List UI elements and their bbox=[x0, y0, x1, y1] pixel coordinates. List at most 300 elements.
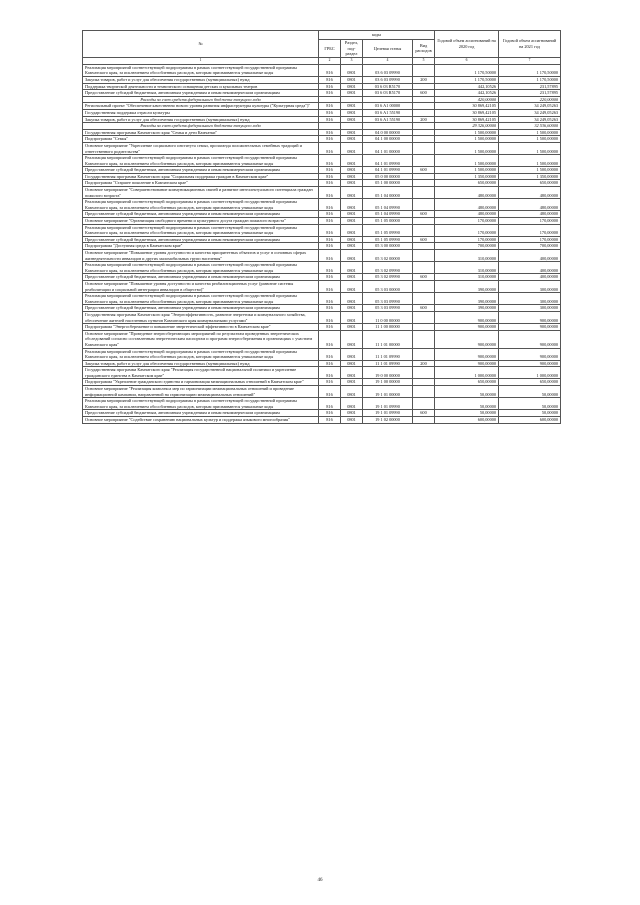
row-razdel: 0801 bbox=[341, 367, 363, 379]
row-target-article: 19 1 01 09990 bbox=[363, 398, 413, 410]
row-target-article: 11 1 01 09990 bbox=[363, 360, 413, 367]
row-grbs: 816 bbox=[319, 250, 341, 262]
row-target-article: 04 1 00 00000 bbox=[363, 136, 413, 143]
row-name: Подпрограмма "Доступная среда в Камчатском крае" bbox=[83, 243, 319, 250]
row-amount-2021: 900,00000 bbox=[499, 360, 561, 367]
row-grbs: 816 bbox=[319, 90, 341, 97]
row-razdel: 0801 bbox=[341, 187, 363, 199]
row-amount-2020: 170,00000 bbox=[435, 236, 499, 243]
row-amount-2021: 650,00000 bbox=[499, 180, 561, 187]
row-target-article: 19 1 00 00000 bbox=[363, 379, 413, 386]
table-row bbox=[83, 155, 561, 167]
row-grbs: 816 bbox=[319, 398, 341, 410]
row-grbs: 816 bbox=[319, 155, 341, 167]
row-grbs: 816 bbox=[319, 224, 341, 236]
row-amount-2020: 442,10526 bbox=[435, 83, 499, 90]
header-expense-type: Вид расходов bbox=[413, 40, 435, 58]
table-row bbox=[83, 96, 561, 103]
row-grbs: 816 bbox=[319, 109, 341, 116]
row-name: Основное мероприятие "Реализация комплекса мер по гармонизации межнациональных отношений и проведение информационной кампании, направленной на гармонизацию межнациональных отношений" bbox=[83, 386, 319, 398]
row-razdel: 0801 bbox=[341, 311, 363, 323]
row-amount-2020: 1 170,50000 bbox=[435, 76, 499, 83]
table-row bbox=[83, 103, 561, 110]
row-amount-2021: 400,00000 bbox=[499, 274, 561, 281]
row-expense-type: 600 bbox=[413, 274, 435, 281]
row-target-article: 05 1 05 00000 bbox=[363, 218, 413, 225]
row-razdel: 0801 bbox=[341, 116, 363, 123]
row-razdel: 0801 bbox=[341, 410, 363, 417]
row-expense-type bbox=[413, 187, 435, 199]
row-target-article: 11 1 00 00000 bbox=[363, 324, 413, 331]
row-name: Государственная программа Камчатского края "Энергоэффективность, развитие энергетики и коммунального хозяйства, обеспечение жителей населенных пунктов Камчатского края коммунальными услугами" bbox=[83, 311, 319, 323]
row-grbs: 816 bbox=[319, 293, 341, 305]
row-target-article: 03 6 A1 55190 bbox=[363, 116, 413, 123]
row-amount-2021: 300,00000 bbox=[499, 280, 561, 292]
row-grbs: 816 bbox=[319, 348, 341, 360]
row-amount-2020: 900,00000 bbox=[435, 348, 499, 360]
row-grbs bbox=[319, 96, 341, 103]
row-name: Реализация мероприятий соответствующей подпрограммы в рамках соответствующей государственной программы Камчатского края, за исключением обособленных расходов, которым присваиваются уникальные коды bbox=[83, 199, 319, 211]
row-expense-type bbox=[413, 367, 435, 379]
row-expense-type bbox=[413, 280, 435, 292]
row-expense-type bbox=[413, 293, 435, 305]
row-name: Подпрограмма "Энергосбережение и повышение энергетической эффективности в Камчатском крае" bbox=[83, 324, 319, 331]
row-name: Реализация мероприятий соответствующей подпрограммы в рамках соответствующей государственной программы Камчатского края, за исключением обособленных расходов, которым присваиваются уникальные коды bbox=[83, 224, 319, 236]
row-amount-2020: 30 869,42105 bbox=[435, 103, 499, 110]
row-razdel: 0801 bbox=[341, 173, 363, 180]
header-codes: коды bbox=[319, 31, 435, 40]
row-razdel: 0801 bbox=[341, 324, 363, 331]
header-target-article: Целевая статья bbox=[363, 40, 413, 58]
row-amount-2020: 310,00000 bbox=[435, 262, 499, 274]
row-amount-2020: 1 500,00000 bbox=[435, 136, 499, 143]
row-amount-2020: 1 000,00000 bbox=[435, 367, 499, 379]
row-expense-type bbox=[413, 250, 435, 262]
row-target-article: 05 0 00 00000 bbox=[363, 173, 413, 180]
row-expense-type bbox=[413, 83, 435, 90]
row-amount-2021: 1 170,50000 bbox=[499, 76, 561, 83]
row-name: Основное мероприятие "Укрепление социального института семьи, пропаганда положительных семейных традиций и ответственного родительства" bbox=[83, 142, 319, 154]
row-amount-2020: 310,00000 bbox=[435, 274, 499, 281]
table-row bbox=[83, 417, 561, 424]
row-razdel: 0801 bbox=[341, 398, 363, 410]
row-target-article bbox=[363, 123, 413, 130]
table-row bbox=[83, 83, 561, 90]
page-number: 46 bbox=[317, 878, 323, 883]
row-expense-type: 600 bbox=[413, 90, 435, 97]
row-expense-type: 600 bbox=[413, 236, 435, 243]
table-row bbox=[83, 280, 561, 292]
row-name: Подпрограмма "Семья" bbox=[83, 136, 319, 143]
row-name: Основное мероприятие "Повышение уровня доступности и качества приоритетных объектов и услуг в основных сферах жизнедеятельности инвалидов и других маломобильных групп населения" bbox=[83, 250, 319, 262]
header-grbs: ГРБС bbox=[319, 40, 341, 58]
row-expense-type bbox=[413, 224, 435, 236]
row-expense-type bbox=[413, 417, 435, 424]
row-amount-2020: 900,00000 bbox=[435, 311, 499, 323]
table-row bbox=[83, 410, 561, 417]
row-name: Основное мероприятие "Проведение энергосберегающих мероприятий по результатам проведенных энергетических обследований согласно составленным энергетическим паспортам и программ энергосбережения в организациях с участием Камчатского края" bbox=[83, 330, 319, 348]
row-expense-type: 600 bbox=[413, 211, 435, 218]
row-grbs: 816 bbox=[319, 173, 341, 180]
row-target-article: 05 3 00 00000 bbox=[363, 243, 413, 250]
row-expense-type bbox=[413, 330, 435, 348]
row-amount-2021: 1 350,00000 bbox=[499, 173, 561, 180]
row-target-article: 03 6 03 R5170 bbox=[363, 90, 413, 97]
row-razdel: 0801 bbox=[341, 243, 363, 250]
row-grbs: 816 bbox=[319, 199, 341, 211]
row-amount-2021: 300,00000 bbox=[499, 305, 561, 312]
row-amount-2021: 1 500,00000 bbox=[499, 155, 561, 167]
row-amount-2020: 1 500,00000 bbox=[435, 142, 499, 154]
row-target-article: 03 6 A1 00000 bbox=[363, 103, 413, 110]
row-expense-type bbox=[413, 386, 435, 398]
row-amount-2021: 1 500,00000 bbox=[499, 136, 561, 143]
row-expense-type bbox=[413, 180, 435, 187]
row-amount-2021: 700,00000 bbox=[499, 243, 561, 250]
row-razdel: 0801 bbox=[341, 129, 363, 136]
row-amount-2021: 1 500,00000 bbox=[499, 167, 561, 174]
table-row bbox=[83, 386, 561, 398]
row-amount-2020: 390,00000 bbox=[435, 280, 499, 292]
row-name: Закупка товаров, работ и услуг для обеспечения государственных (муниципальных) нужд bbox=[83, 360, 319, 367]
row-grbs: 816 bbox=[319, 76, 341, 83]
table-row bbox=[83, 379, 561, 386]
row-razdel: 0801 bbox=[341, 83, 363, 90]
row-amount-2020: 600,00000 bbox=[435, 417, 499, 424]
row-name: Расходы за счет средств федерального бюджета текущего года bbox=[83, 123, 319, 130]
table-row bbox=[83, 109, 561, 116]
row-expense-type bbox=[413, 96, 435, 103]
row-name: Предоставление субсидий бюджетным, автономным учреждениям и иным некоммерческим организациям bbox=[83, 167, 319, 174]
row-grbs: 816 bbox=[319, 64, 341, 76]
row-expense-type bbox=[413, 243, 435, 250]
row-grbs: 816 bbox=[319, 262, 341, 274]
row-name: Закупка товаров, работ и услуг для обеспечения государственных (муниципальных) нужд bbox=[83, 116, 319, 123]
row-grbs: 816 bbox=[319, 211, 341, 218]
row-grbs: 816 bbox=[319, 305, 341, 312]
row-name: Реализация мероприятий соответствующей подпрограммы в рамках соответствующей государственной программы Камчатского края, за исключением обособленных расходов, которым присваиваются уникальные коды bbox=[83, 293, 319, 305]
table-row bbox=[83, 224, 561, 236]
row-name: Предоставление субсидий бюджетным, автономным учреждениям и иным некоммерческим организациям bbox=[83, 236, 319, 243]
row-expense-type bbox=[413, 218, 435, 225]
row-name: Реализация мероприятий соответствующей подпрограммы в рамках соответствующей государственной программы Камчатского края, за исключением обособленных расходов, которым присваиваются уникальные коды bbox=[83, 64, 319, 76]
row-expense-type bbox=[413, 64, 435, 76]
table-row bbox=[83, 167, 561, 174]
row-amount-2021: 231,57895 bbox=[499, 90, 561, 97]
row-razdel: 0801 bbox=[341, 199, 363, 211]
row-amount-2020: 390,00000 bbox=[435, 305, 499, 312]
row-amount-2020: 480,00000 bbox=[435, 211, 499, 218]
row-amount-2020: 1 500,00000 bbox=[435, 155, 499, 167]
row-target-article: 19 1 01 09990 bbox=[363, 410, 413, 417]
table-row bbox=[83, 116, 561, 123]
table-row bbox=[83, 123, 561, 130]
row-amount-2020: 50,00000 bbox=[435, 398, 499, 410]
header-num: № bbox=[83, 31, 319, 58]
row-amount-2020: 900,00000 bbox=[435, 360, 499, 367]
row-amount-2020: 310,00000 bbox=[435, 250, 499, 262]
header-index-7: 7 bbox=[499, 57, 561, 64]
row-target-article: 11 0 00 00000 bbox=[363, 311, 413, 323]
row-expense-type: 600 bbox=[413, 305, 435, 312]
row-razdel bbox=[341, 123, 363, 130]
row-name: Региональный проект "Обеспечение качественно нового уровня развития инфраструктуры культуры ("Культурная среда")" bbox=[83, 103, 319, 110]
table-row bbox=[83, 180, 561, 187]
header-index-2: 2 bbox=[319, 57, 341, 64]
row-grbs: 816 bbox=[319, 417, 341, 424]
table-row bbox=[83, 360, 561, 367]
row-name: Предоставление субсидий бюджетным, автономным учреждениям и иным некоммерческим организациям bbox=[83, 410, 319, 417]
row-name: Реализация мероприятий соответствующей подпрограммы в рамках соответствующей государственной программы Камчатского края, за исключением обособленных расходов, которым присваиваются уникальные коды bbox=[83, 155, 319, 167]
row-name: Государственная программа Камчатского края "Семья и дети Камчатки" bbox=[83, 129, 319, 136]
row-name: Реализация мероприятий соответствующей подпрограммы в рамках соответствующей государственной программы Камчатского края, за исключением обособленных расходов, которым присваиваются уникальные коды bbox=[83, 262, 319, 274]
row-name: Расходы за счет средств федерального бюджета текущего года bbox=[83, 96, 319, 103]
header-index-3: 3 bbox=[341, 57, 363, 64]
row-amount-2021: 220,00000 bbox=[499, 96, 561, 103]
table-row bbox=[83, 398, 561, 410]
row-amount-2021: 1 500,00000 bbox=[499, 142, 561, 154]
row-razdel: 0801 bbox=[341, 379, 363, 386]
table-row bbox=[83, 90, 561, 97]
row-amount-2020: 30 869,42105 bbox=[435, 116, 499, 123]
table-row bbox=[83, 136, 561, 143]
row-grbs: 816 bbox=[319, 136, 341, 143]
row-grbs: 816 bbox=[319, 311, 341, 323]
row-target-article: 05 1 04 09990 bbox=[363, 199, 413, 211]
row-grbs: 816 bbox=[319, 236, 341, 243]
row-amount-2020: 50,00000 bbox=[435, 386, 499, 398]
table-row bbox=[83, 211, 561, 218]
row-amount-2020: 1 500,00000 bbox=[435, 167, 499, 174]
row-expense-type bbox=[413, 398, 435, 410]
header-index-6: 6 bbox=[435, 57, 499, 64]
row-expense-type: 200 bbox=[413, 76, 435, 83]
row-amount-2021: 50,00000 bbox=[499, 398, 561, 410]
budget-table bbox=[82, 30, 561, 424]
row-amount-2020: 1 350,00000 bbox=[435, 173, 499, 180]
row-amount-2021: 400,00000 bbox=[499, 250, 561, 262]
row-razdel: 0801 bbox=[341, 274, 363, 281]
row-razdel: 0801 bbox=[341, 64, 363, 76]
row-amount-2021: 1 000,00000 bbox=[499, 367, 561, 379]
row-razdel: 0801 bbox=[341, 142, 363, 154]
row-name: Реализация мероприятий соответствующей подпрограммы в рамках соответствующей государственной программы Камчатского края, за исключением обособленных расходов, которым присваиваются уникальные коды bbox=[83, 398, 319, 410]
row-grbs: 816 bbox=[319, 280, 341, 292]
row-amount-2020: 480,00000 bbox=[435, 187, 499, 199]
row-name: Государственная программа Камчатского края "Реализация государственной национальной политики и укрепление гражданского единства в Камчатском крае" bbox=[83, 367, 319, 379]
row-name: Государственная поддержка отрасли культуры bbox=[83, 109, 319, 116]
table-row bbox=[83, 218, 561, 225]
row-expense-type: 600 bbox=[413, 410, 435, 417]
row-amount-2020: 900,00000 bbox=[435, 330, 499, 348]
row-expense-type bbox=[413, 199, 435, 211]
row-amount-2020: 1 170,50000 bbox=[435, 64, 499, 76]
row-razdel: 0801 bbox=[341, 236, 363, 243]
row-razdel: 0801 bbox=[341, 360, 363, 367]
header-year-2021: Годовой объем ассигнований на 2021 год bbox=[499, 31, 561, 58]
row-razdel: 0801 bbox=[341, 76, 363, 83]
row-grbs: 816 bbox=[319, 386, 341, 398]
row-grbs: 816 bbox=[319, 367, 341, 379]
row-razdel: 0801 bbox=[341, 386, 363, 398]
row-name: Подпрограмма "Укрепление гражданского единства и гармонизация межнациональных отношений в Камчатском крае" bbox=[83, 379, 319, 386]
row-amount-2020: 700,00000 bbox=[435, 243, 499, 250]
table-row bbox=[83, 236, 561, 243]
row-name: Предоставление субсидий бюджетным, автономным учреждениям и иным некоммерческим организациям bbox=[83, 305, 319, 312]
row-grbs: 816 bbox=[319, 218, 341, 225]
row-target-article: 03 6 03 09990 bbox=[363, 64, 413, 76]
row-amount-2021: 480,00000 bbox=[499, 199, 561, 211]
row-amount-2021: 1 500,00000 bbox=[499, 129, 561, 136]
row-expense-type bbox=[413, 136, 435, 143]
row-amount-2020: 50,00000 bbox=[435, 410, 499, 417]
table-row bbox=[83, 64, 561, 76]
row-grbs: 816 bbox=[319, 180, 341, 187]
header-razdel: Раздел, под-раздел bbox=[341, 40, 363, 58]
row-razdel: 0801 bbox=[341, 180, 363, 187]
row-razdel: 0801 bbox=[341, 103, 363, 110]
row-expense-type bbox=[413, 103, 435, 110]
table-row bbox=[83, 142, 561, 154]
row-target-article: 19 0 00 00000 bbox=[363, 367, 413, 379]
row-amount-2021: 900,00000 bbox=[499, 330, 561, 348]
row-razdel: 0801 bbox=[341, 218, 363, 225]
row-razdel: 0801 bbox=[341, 280, 363, 292]
budget-sheet bbox=[82, 30, 560, 424]
row-grbs: 816 bbox=[319, 379, 341, 386]
row-expense-type bbox=[413, 379, 435, 386]
row-razdel: 0801 bbox=[341, 262, 363, 274]
row-expense-type bbox=[413, 262, 435, 274]
row-razdel: 0801 bbox=[341, 293, 363, 305]
row-target-article: 05 3 02 09990 bbox=[363, 262, 413, 274]
row-expense-type: 200 bbox=[413, 116, 435, 123]
row-amount-2021: 900,00000 bbox=[499, 324, 561, 331]
header-index-1: 1 bbox=[83, 57, 319, 64]
table-row bbox=[83, 262, 561, 274]
row-amount-2020: 650,00000 bbox=[435, 180, 499, 187]
table-row bbox=[83, 367, 561, 379]
row-expense-type bbox=[413, 324, 435, 331]
row-expense-type bbox=[413, 155, 435, 167]
header-index-5: 5 bbox=[413, 57, 435, 64]
row-amount-2021: 300,00000 bbox=[499, 293, 561, 305]
row-target-article bbox=[363, 96, 413, 103]
row-razdel: 0801 bbox=[341, 109, 363, 116]
row-grbs: 816 bbox=[319, 83, 341, 90]
row-target-article: 05 3 03 00000 bbox=[363, 280, 413, 292]
row-target-article: 04 1 01 09990 bbox=[363, 155, 413, 167]
row-target-article: 05 1 04 09990 bbox=[363, 211, 413, 218]
row-grbs: 816 bbox=[319, 167, 341, 174]
row-target-article: 04 1 01 09990 bbox=[363, 167, 413, 174]
row-target-article: 11 1 01 09990 bbox=[363, 348, 413, 360]
table-row bbox=[83, 348, 561, 360]
row-target-article: 04 0 00 00000 bbox=[363, 129, 413, 136]
row-name: Поддержка творческой деятельности и технического оснащения детских и кукольных театров bbox=[83, 83, 319, 90]
row-grbs bbox=[319, 123, 341, 130]
table-row bbox=[83, 330, 561, 348]
row-amount-2021: 50,00000 bbox=[499, 410, 561, 417]
row-amount-2020: 30 869,42105 bbox=[435, 109, 499, 116]
row-grbs: 816 bbox=[319, 187, 341, 199]
row-expense-type bbox=[413, 109, 435, 116]
row-grbs: 816 bbox=[319, 274, 341, 281]
table-body bbox=[83, 64, 561, 423]
row-razdel: 0801 bbox=[341, 224, 363, 236]
row-target-article: 05 3 02 00000 bbox=[363, 250, 413, 262]
table-row bbox=[83, 311, 561, 323]
row-name: Основное мероприятие "Совершенствование коммуникационных связей и развитие интеллектуального потенциала граждан пожилого возраста" bbox=[83, 187, 319, 199]
row-amount-2021: 400,00000 bbox=[499, 262, 561, 274]
row-amount-2021: 900,00000 bbox=[499, 348, 561, 360]
table-row bbox=[83, 187, 561, 199]
row-amount-2021: 600,00000 bbox=[499, 417, 561, 424]
row-expense-type bbox=[413, 123, 435, 130]
row-amount-2021: 650,00000 bbox=[499, 379, 561, 386]
row-name: Предоставление субсидий бюджетным, автономным учреждениям и иным некоммерческим организациям bbox=[83, 211, 319, 218]
row-expense-type bbox=[413, 129, 435, 136]
table-row bbox=[83, 173, 561, 180]
row-amount-2020: 170,00000 bbox=[435, 224, 499, 236]
row-target-article: 05 3 03 09990 bbox=[363, 305, 413, 312]
row-amount-2021: 34 249,05263 bbox=[499, 116, 561, 123]
row-target-article: 11 1 01 00000 bbox=[363, 330, 413, 348]
row-amount-2021: 170,00000 bbox=[499, 224, 561, 236]
row-expense-type bbox=[413, 173, 435, 180]
row-razdel: 0801 bbox=[341, 348, 363, 360]
row-amount-2021: 1 170,50000 bbox=[499, 64, 561, 76]
table-row bbox=[83, 129, 561, 136]
row-name: Реализация мероприятий соответствующей подпрограммы в рамках соответствующей государственной программы Камчатского края, за исключением обособленных расходов, которым присваиваются уникальные коды bbox=[83, 348, 319, 360]
table-row bbox=[83, 199, 561, 211]
row-target-article: 05 1 00 00000 bbox=[363, 180, 413, 187]
row-target-article: 03 6 A1 55190 bbox=[363, 109, 413, 116]
row-target-article: 05 3 03 09990 bbox=[363, 293, 413, 305]
table-row bbox=[83, 305, 561, 312]
row-amount-2021: 34 249,05263 bbox=[499, 103, 561, 110]
row-target-article: 05 1 05 09990 bbox=[363, 236, 413, 243]
row-amount-2021: 50,00000 bbox=[499, 386, 561, 398]
row-amount-2020: 390,00000 bbox=[435, 293, 499, 305]
row-grbs: 816 bbox=[319, 129, 341, 136]
row-amount-2020: 442,10526 bbox=[435, 90, 499, 97]
row-target-article: 04 1 01 00000 bbox=[363, 142, 413, 154]
row-name: Предоставление субсидий бюджетным, автономным учреждениям и иным некоммерческим организациям bbox=[83, 274, 319, 281]
row-amount-2020: 480,00000 bbox=[435, 199, 499, 211]
row-amount-2021: 32 536,60000 bbox=[499, 123, 561, 130]
row-amount-2020: 650,00000 bbox=[435, 379, 499, 386]
row-name: Основное мероприятие "Организация свободного времени и культурного досуга граждан пожилого возраста" bbox=[83, 218, 319, 225]
row-grbs: 816 bbox=[319, 142, 341, 154]
row-razdel bbox=[341, 96, 363, 103]
row-razdel: 0801 bbox=[341, 90, 363, 97]
header-year-2020: Годовой объем ассигнований на 2020 год bbox=[435, 31, 499, 58]
row-razdel: 0801 bbox=[341, 167, 363, 174]
row-target-article: 03 6 03 09990 bbox=[363, 76, 413, 83]
row-expense-type bbox=[413, 142, 435, 154]
row-amount-2020: 29 326,00000 bbox=[435, 123, 499, 130]
row-grbs: 816 bbox=[319, 103, 341, 110]
row-expense-type: 200 bbox=[413, 360, 435, 367]
table-row bbox=[83, 243, 561, 250]
table-row bbox=[83, 76, 561, 83]
row-name: Предоставление субсидий бюджетным, автономным учреждениям и иным некоммерческим организациям bbox=[83, 90, 319, 97]
row-amount-2020: 900,00000 bbox=[435, 324, 499, 331]
table-row bbox=[83, 274, 561, 281]
row-amount-2021: 170,00000 bbox=[499, 218, 561, 225]
row-target-article: 05 1 04 00000 bbox=[363, 187, 413, 199]
